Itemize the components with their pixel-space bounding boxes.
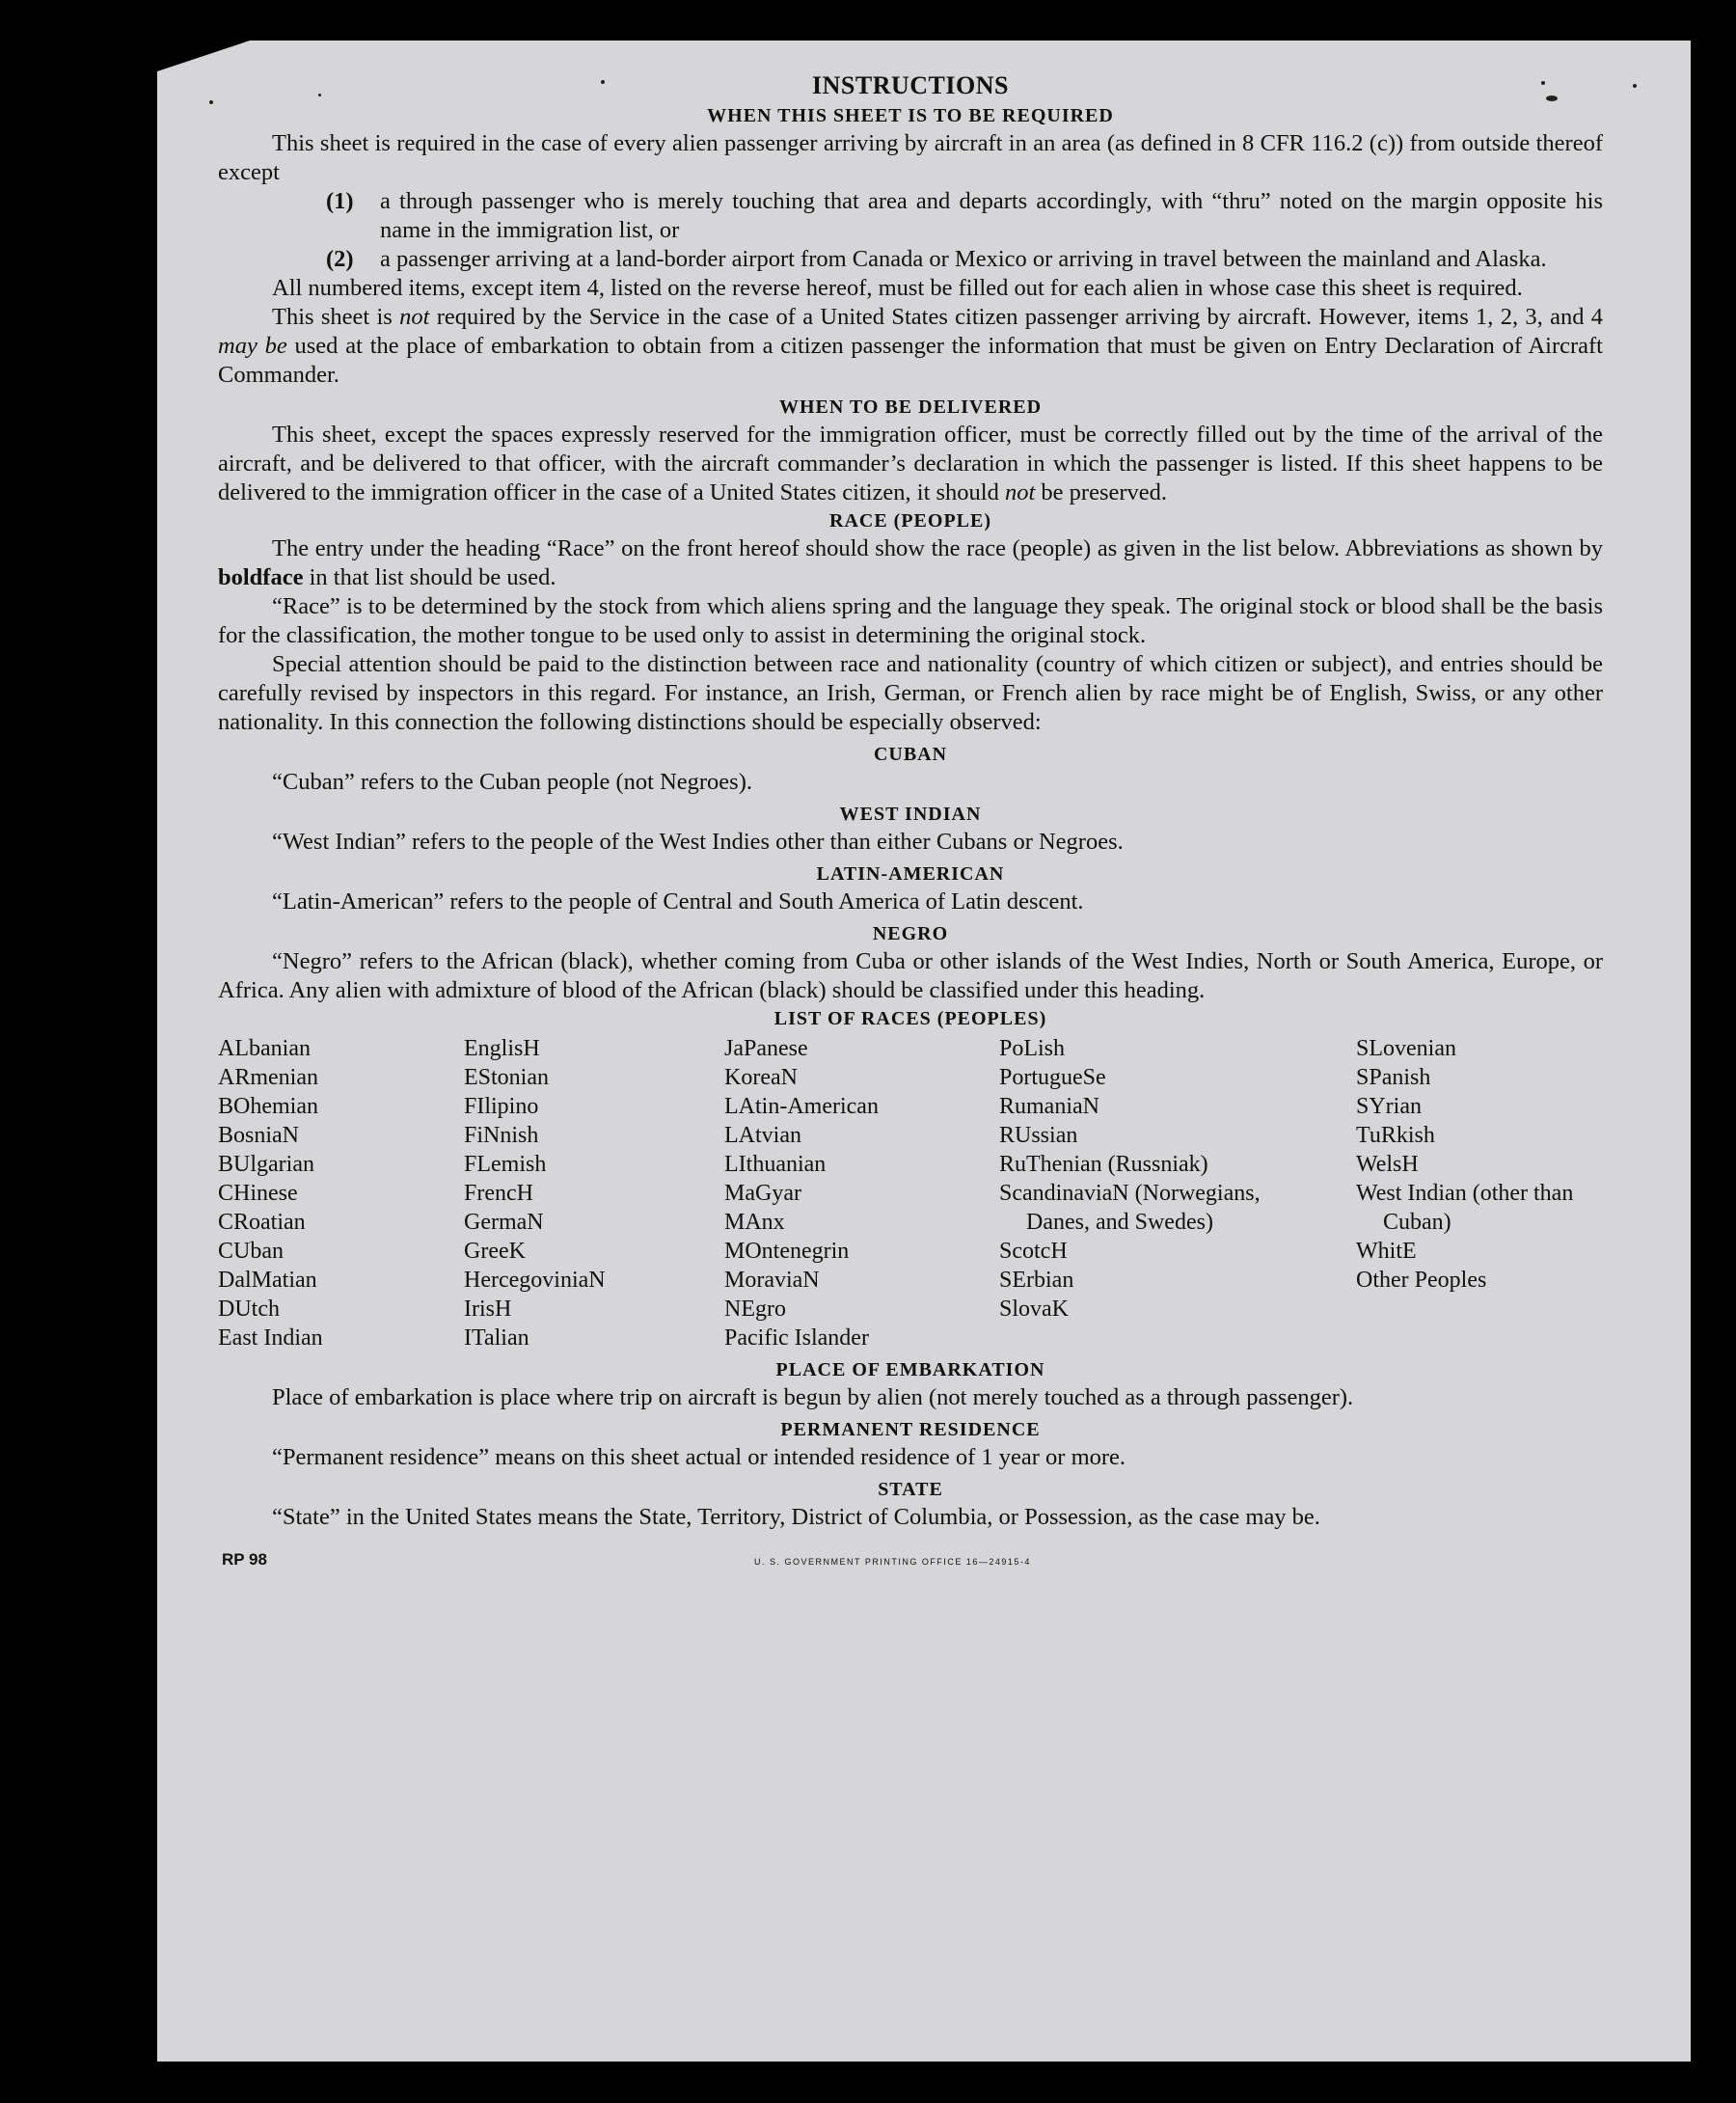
when-required-intro: This sheet is required in the case of every alien passenger arriving by aircraft in an area (as defined in 8 CFR 116.2 (c)) from outside thereof except bbox=[218, 130, 1603, 185]
race-item: GermaN bbox=[464, 1210, 544, 1235]
race-item: SlovaK bbox=[999, 1297, 1069, 1322]
race-boldface-word: boldface bbox=[218, 564, 304, 590]
heading-cuban: CUBAN bbox=[873, 744, 948, 765]
delivery-emphasis-not: not bbox=[1004, 479, 1036, 505]
race-item: ITalian bbox=[464, 1325, 529, 1351]
heading-list-of-races: LIST OF RACES (PEOPLES) bbox=[773, 1008, 1047, 1029]
embarkation-definition: Place of embarkation is place where trip on aircraft is begun by alien (not merely touched as a through passenger). bbox=[272, 1384, 1354, 1410]
latin-american-definition: “Latin-American” refers to the people of Central and South America of Latin descent. bbox=[272, 888, 1084, 915]
race-item: SLovenian bbox=[1356, 1036, 1456, 1061]
exception-text: a passenger arriving at a land-border airport from Canada or Mexico or arriving in travel between the mainland and Alaska. bbox=[380, 246, 1547, 272]
races-column-5 bbox=[1356, 1034, 1603, 1352]
race-item: ARmenian bbox=[218, 1065, 318, 1090]
race-item: ALbanian bbox=[218, 1036, 311, 1061]
heading-state: STATE bbox=[878, 1479, 943, 1500]
race-item: RumaniaN bbox=[999, 1094, 1099, 1119]
race-item: FIlipino bbox=[464, 1094, 539, 1119]
race-item: CRoatian bbox=[218, 1210, 306, 1235]
race-item: FLemish bbox=[464, 1152, 547, 1177]
citizen-text-a: This sheet is bbox=[272, 304, 400, 330]
race-item: KoreaN bbox=[724, 1065, 798, 1090]
race-paragraph-2: “Race” is to be determined by the stock from which aliens spring and the language they speak. The original stock or blood shall be the basis for the classification, the mother tongue to be used only to assist in determining the original stock. bbox=[218, 593, 1603, 648]
race-paragraph-1 bbox=[218, 534, 1603, 592]
races-column-1 bbox=[218, 1034, 464, 1352]
race-item: GreeK bbox=[464, 1239, 526, 1264]
race-item: JaPanese bbox=[724, 1036, 808, 1061]
citizen-text-b: required by the Service in the case of a United States citizen passenger arriving by aircraft. However, items 1, 2, 3, and 4 bbox=[429, 304, 1603, 330]
race-item: FrencH bbox=[464, 1181, 533, 1206]
delivery-text-a: This sheet, except the spaces expressly reserved for the immigration officer, must be correctly filled out by the time of the arrival of the aircraft, and be delivered to that officer, with the aircraft commander’s declaration in which the passenger is listed. If this sheet happens to be delivered to the immigration officer in the case of a United States citizen, it should bbox=[218, 422, 1603, 505]
delivery-paragraph bbox=[218, 421, 1603, 507]
race-paragraph-3: Special attention should be paid to the distinction between race and nationality (country of which citizen or subject), and entries should be carefully revised by inspectors in this regard. For instance, an Irish, German, or French alien by race might be of English, Swiss, or any other nationality. In this connection the following distinctions should be especially observed: bbox=[218, 651, 1603, 735]
race-item: DalMatian bbox=[218, 1268, 317, 1293]
exception-number: (2) bbox=[326, 246, 354, 272]
race-item: SPanish bbox=[1356, 1065, 1431, 1090]
race-item: West Indian (other than Cuban) bbox=[1356, 1181, 1574, 1235]
race-item: HercegoviniaN bbox=[464, 1268, 606, 1293]
numbered-items-paragraph: All numbered items, except item 4, listed on the reverse hereof, must be filled out for each alien in whose case this sheet is required. bbox=[272, 275, 1523, 301]
race-item: MaGyar bbox=[724, 1181, 801, 1206]
race-item: SYrian bbox=[1356, 1094, 1422, 1119]
west-indian-definition: “West Indian” refers to the people of the West Indies other than either Cubans or Negroes. bbox=[272, 829, 1124, 855]
race-item: BosniaN bbox=[218, 1123, 299, 1148]
page-title: INSTRUCTIONS bbox=[812, 71, 1009, 99]
race-item: WhitE bbox=[1356, 1239, 1417, 1264]
race-item: ScotcH bbox=[999, 1239, 1068, 1264]
race-item: DUtch bbox=[218, 1297, 280, 1322]
heading-negro: NEGRO bbox=[872, 923, 949, 944]
race-item: WelsH bbox=[1356, 1152, 1419, 1177]
delivery-text-b: be preserved. bbox=[1035, 479, 1168, 505]
exception-item-1 bbox=[218, 187, 1603, 245]
race-item: RuThenian (Russniak) bbox=[999, 1152, 1208, 1177]
race-item: MoraviaN bbox=[724, 1268, 820, 1293]
race-item: IrisH bbox=[464, 1297, 512, 1322]
race-item: Pacific Islander bbox=[724, 1325, 869, 1351]
race-item: BOhemian bbox=[218, 1094, 318, 1119]
heading-latin-american: LATIN-AMERICAN bbox=[816, 863, 1005, 885]
negro-definition: “Negro” refers to the African (black), whether coming from Cuba or other islands of the West Indies, North or South America, Europe, or Africa. Any alien with admixture of blood of the African (black) should be classified under this heading. bbox=[218, 948, 1603, 1003]
race-item: East Indian bbox=[218, 1325, 323, 1351]
race-item: CUban bbox=[218, 1239, 284, 1264]
citizen-paragraph bbox=[218, 303, 1603, 390]
race-item: LAtvian bbox=[724, 1123, 801, 1148]
race-item: Other Peoples bbox=[1356, 1268, 1487, 1293]
race-item: MAnx bbox=[724, 1210, 785, 1235]
exception-item-2 bbox=[218, 245, 1603, 274]
exception-text: a through passenger who is merely touching that area and departs accordingly, with “thru” noted on the margin opposite his name in the immigration list, or bbox=[380, 188, 1603, 243]
residence-definition: “Permanent residence” means on this sheet actual or intended residence of 1 year or more. bbox=[272, 1444, 1126, 1470]
races-column-3 bbox=[724, 1034, 999, 1352]
race-item: CHinese bbox=[218, 1181, 298, 1206]
race-item: SErbian bbox=[999, 1268, 1074, 1293]
cuban-definition: “Cuban” refers to the Cuban people (not Negroes). bbox=[272, 769, 752, 795]
scan-speck bbox=[209, 100, 213, 104]
heading-place-of-embarkation: PLACE OF EMBARKATION bbox=[775, 1359, 1045, 1380]
race-item: LIthuanian bbox=[724, 1152, 827, 1177]
citizen-emphasis-not: not bbox=[399, 304, 430, 330]
citizen-emphasis-may-be: may be bbox=[218, 333, 287, 359]
page-footer bbox=[218, 1545, 1603, 1584]
race-item: ScandinaviaN (Norwegians, Danes, and Swedes) bbox=[999, 1181, 1261, 1235]
race-item: LAtin-American bbox=[724, 1094, 879, 1119]
race-text-b: in that list should be used. bbox=[303, 564, 556, 590]
race-item: EStonian bbox=[464, 1065, 549, 1090]
heading-west-indian: WEST INDIAN bbox=[839, 804, 982, 825]
races-column-4 bbox=[999, 1034, 1356, 1352]
printer-imprint: U. S. GOVERNMENT PRINTING OFFICE 16—24915-4 bbox=[754, 1557, 1031, 1567]
scan-speck bbox=[1633, 84, 1637, 88]
heading-when-required: WHEN THIS SHEET IS TO BE REQUIRED bbox=[707, 105, 1114, 126]
heading-permanent-residence: PERMANENT RESIDENCE bbox=[780, 1419, 1041, 1440]
race-item: EnglisH bbox=[464, 1036, 540, 1061]
form-number: RP 98 bbox=[222, 1550, 267, 1569]
heading-when-delivered: WHEN TO BE DELIVERED bbox=[778, 396, 1043, 418]
race-item: PoLish bbox=[999, 1036, 1066, 1061]
race-item: PortugueSe bbox=[999, 1065, 1106, 1090]
heading-race: RACE (PEOPLE) bbox=[829, 510, 991, 532]
race-text-a: The entry under the heading “Race” on the front hereof should show the race (people) as given in the list below. Abbreviations as shown by bbox=[272, 535, 1603, 561]
race-item: BUlgarian bbox=[218, 1152, 314, 1177]
races-list bbox=[218, 1034, 1603, 1352]
instructions-content bbox=[218, 71, 1603, 1584]
race-item: MOntenegrin bbox=[724, 1239, 850, 1264]
exception-number: (1) bbox=[326, 188, 354, 214]
race-item: TuRkish bbox=[1356, 1123, 1435, 1148]
citizen-text-c: used at the place of embarkation to obtain from a citizen passenger the information that must be given on Entry Declaration of Aircraft Commander. bbox=[218, 333, 1603, 388]
race-item: RUssian bbox=[999, 1123, 1078, 1148]
race-item: NEgro bbox=[724, 1297, 786, 1322]
races-column-2 bbox=[464, 1034, 724, 1352]
race-item: FiNnish bbox=[464, 1123, 539, 1148]
state-definition: “State” in the United States means the State, Territory, District of Columbia, or Possession, as the case may be. bbox=[272, 1504, 1320, 1530]
